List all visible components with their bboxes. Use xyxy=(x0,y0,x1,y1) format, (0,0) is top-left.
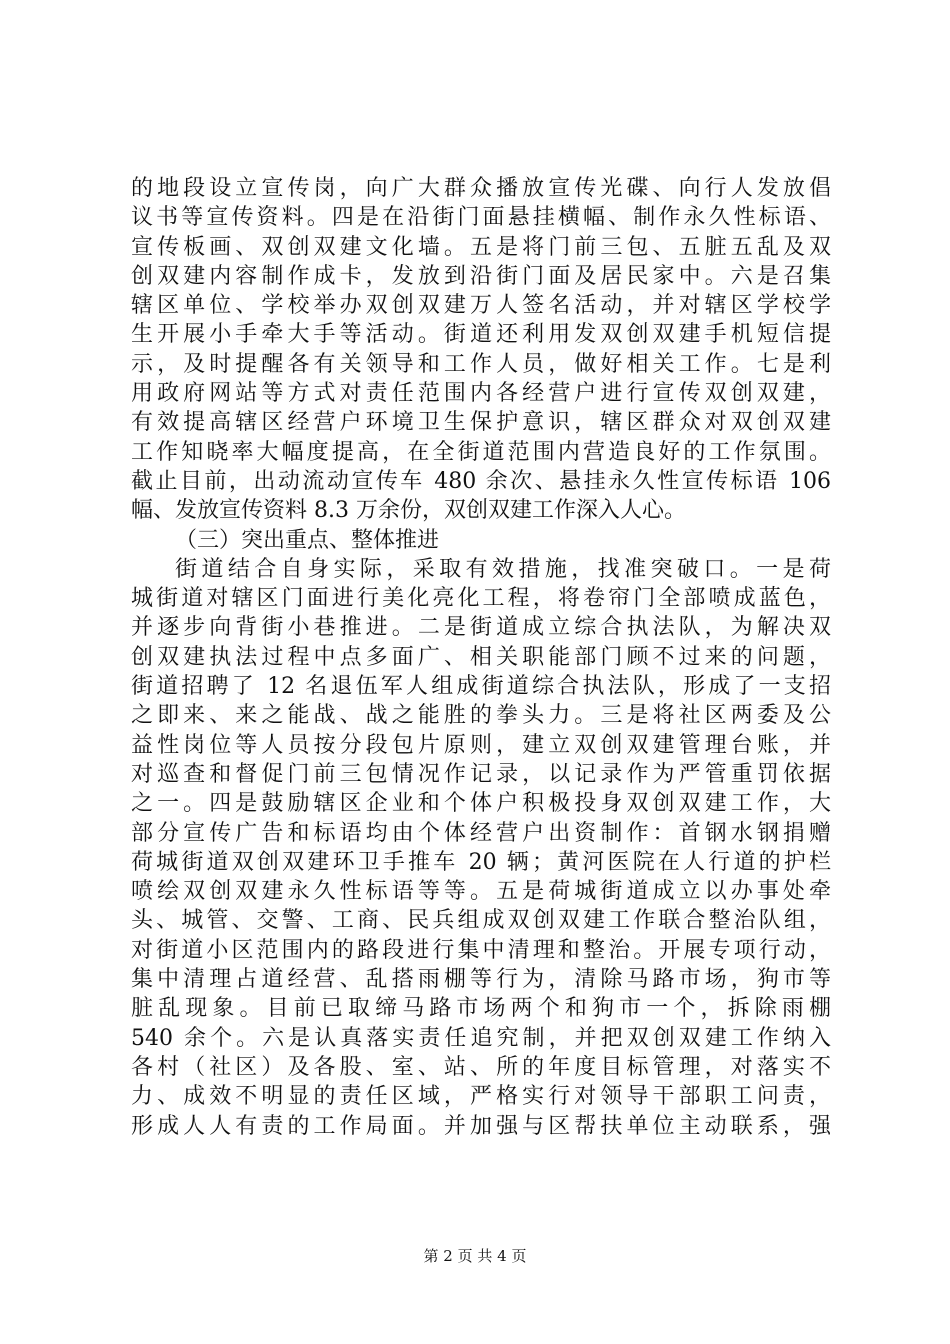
text-line: 截止目前，出动流动宣传车 480 余次、悬挂永久性宣传标语 106 xyxy=(131,468,831,494)
text-line: 的地段设立宣传岗，向广大群众播放宣传光碟、向行人发放倡 xyxy=(131,176,831,201)
section-heading: （三）突出重点、整体推进 xyxy=(175,527,440,553)
text-line: 之即来、来之能战、战之能胜的拳头力。三是将社区两委及公 xyxy=(131,703,831,729)
text-line: 有效提高辖区经营户环境卫生保护意识，辖区群众对双创双建 xyxy=(131,410,831,436)
text-line: 并逐步向背街小巷推进。二是街道成立综合执法队，为解决双 xyxy=(131,615,831,641)
text-line: 荷城街道双创双建环卫手推车 20 辆；黄河医院在人行道的护栏 xyxy=(131,849,831,875)
text-line: 幅、发放宣传资料 8.3 万余份，双创双建工作深入人心。 xyxy=(131,498,686,524)
text-line: 辖区单位、学校举办双创双建万人签名活动，并对辖区学校学 xyxy=(131,293,831,319)
text-line: 示，及时提醒各有关领导和工作人员，做好相关工作。七是利 xyxy=(131,351,831,377)
text-line: 街道结合自身实际，采取有效措施，找准突破口。一是荷 xyxy=(175,556,831,582)
text-line: 集中清理占道经营、乱搭雨棚等行为，清除马路市场，狗市等 xyxy=(131,967,831,993)
text-line: 工作知晓率大幅度提高，在全街道范围内营造良好的工作氛围。 xyxy=(131,439,831,465)
text-line: 之一。四是鼓励辖区企业和个体户积极投身双创双建工作，大 xyxy=(131,791,831,817)
body-text xyxy=(131,174,831,1141)
text-line: 喷绘双创双建永久性标语等等。五是荷城街道成立以办事处牵 xyxy=(131,879,831,905)
text-line: 形成人人有责的工作局面。并加强与区帮扶单位主动联系，强 xyxy=(131,1113,831,1139)
text-line: 力、成效不明显的责任区域，严格实行对领导干部职工问责， xyxy=(131,1084,831,1110)
text-line: 宣传板画、双创双建文化墙。五是将门前三包、五脏五乱及双 xyxy=(131,234,831,260)
page-number-footer: 第 2 页 共 4 页 xyxy=(423,1247,527,1265)
text-line: 创双建内容制作成卡，发放到沿街门面及居民家中。六是召集 xyxy=(131,263,831,289)
text-line: 540 余个。六是认真落实责任追究制，并把双创双建工作纳入 xyxy=(131,1025,831,1051)
text-line: 生开展小手牵大手等活动。街道还利用发双创双建手机短信提 xyxy=(131,322,831,348)
text-line: 益性岗位等人员按分段包片原则，建立双创双建管理台账，并 xyxy=(131,732,831,758)
text-line: 城街道对辖区门面进行美化亮化工程，将卷帘门全部喷成蓝色， xyxy=(131,586,831,612)
text-line: 头、城管、交警、工商、民兵组成双创双建工作联合整治队组， xyxy=(131,908,831,934)
text-line: 用政府网站等方式对责任范围内各经营户进行宣传双创双建， xyxy=(131,381,831,407)
text-line: 部分宣传广告和标语均由个体经营户出资制作：首钢水钢捐赠 xyxy=(131,820,831,846)
text-line: 各村（社区）及各股、室、站、所的年度目标管理，对落实不 xyxy=(131,1054,831,1080)
text-line: 议书等宣传资料。四是在沿街门面悬挂横幅、制作永久性标语、 xyxy=(131,205,831,231)
text-line: 脏乱现象。目前已取缔马路市场两个和狗市一个，拆除雨棚 xyxy=(131,996,831,1022)
text-line: 对巡查和督促门前三包情况作记录，以记录作为严管重罚依据 xyxy=(131,761,831,787)
text-line: 对街道小区范围内的路段进行集中清理和整治。开展专项行动， xyxy=(131,937,831,963)
text-line: 街道招聘了 12 名退伍军人组成街道综合执法队，形成了一支招 xyxy=(131,674,831,700)
text-line: 创双建执法过程中点多面广、相关职能部门顾不过来的问题， xyxy=(131,644,831,670)
